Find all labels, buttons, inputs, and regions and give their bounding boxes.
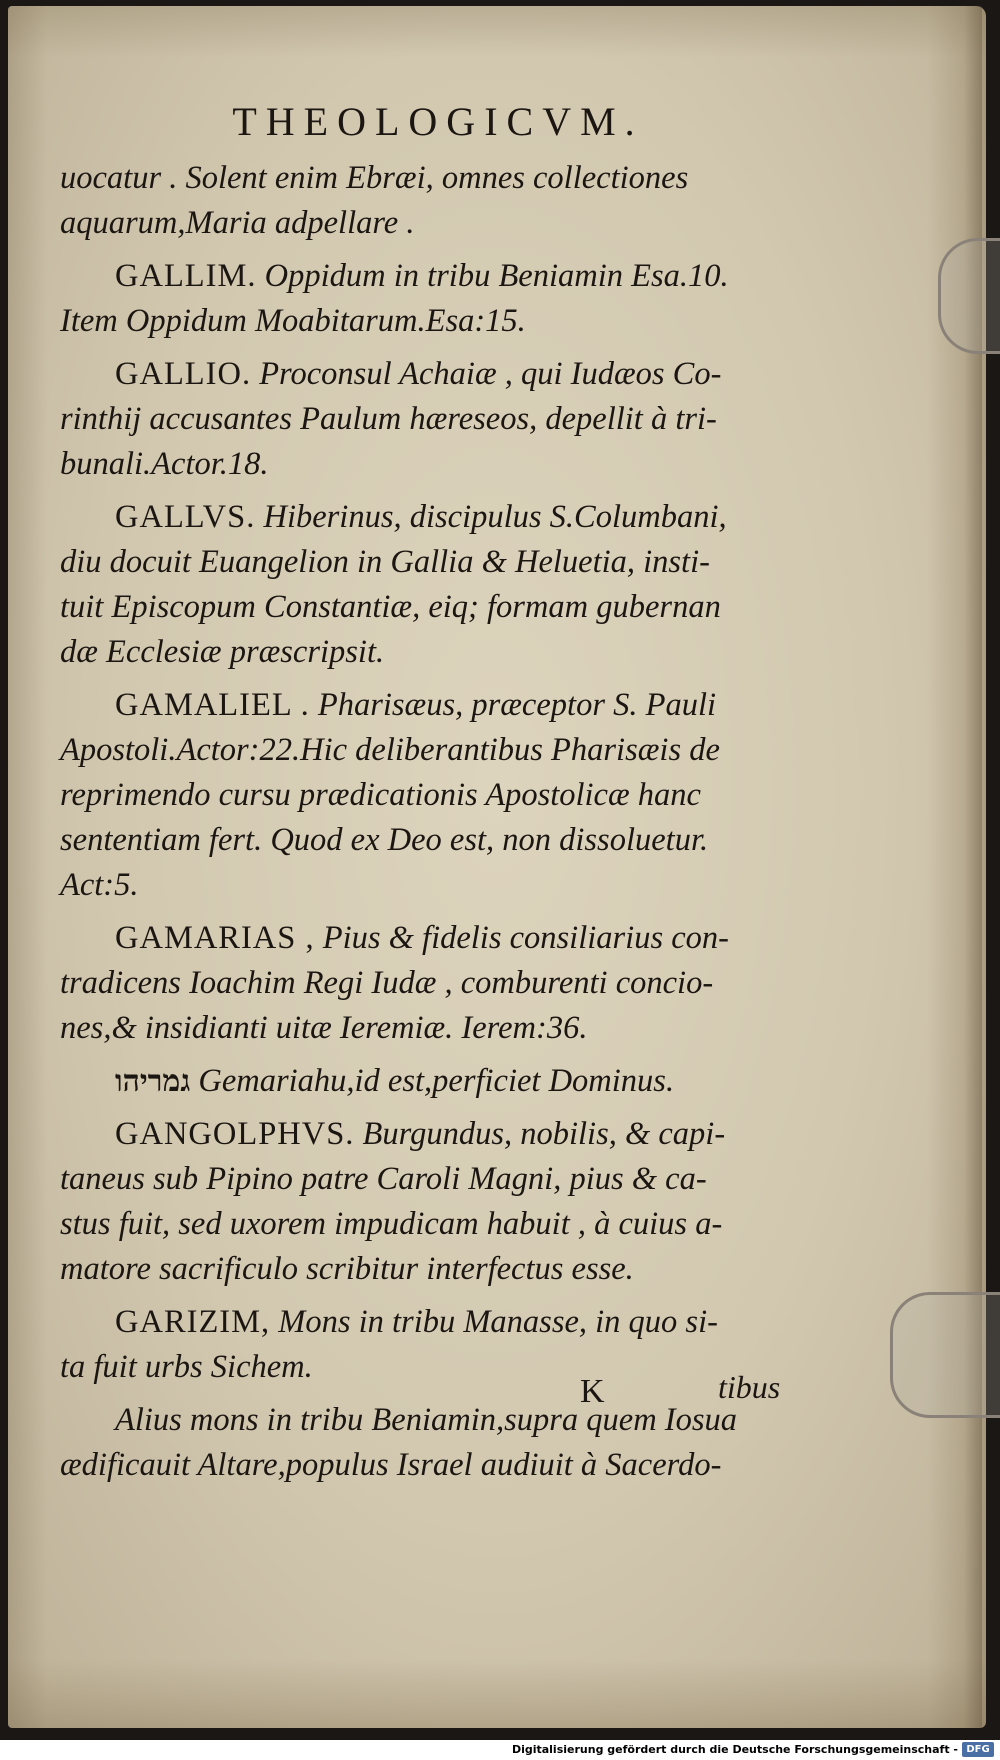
line-text: Gemariahu,id est,perficiet Dominus.: [190, 1063, 675, 1099]
entry-term: GALLIO.: [115, 356, 252, 392]
text-line: [60, 1059, 820, 1104]
line-text: matore sacrificulo scribitur interfectus esse.: [60, 1251, 634, 1287]
page-clip-bottom: [890, 1292, 1000, 1418]
running-head: THEOLOGICVM.: [232, 99, 644, 144]
catchword: tibus: [718, 1369, 781, 1405]
digitization-footer: [0, 1740, 1000, 1760]
text-line: [60, 201, 820, 246]
line-text: ta fuit urbs Sichem.: [60, 1349, 313, 1385]
text-line: [60, 1398, 820, 1443]
text-line: [60, 397, 820, 442]
entry-term: GALLVS.: [115, 499, 256, 535]
line-text: reprimendo cursu prædicationis Apostolicæ hanc: [60, 777, 701, 813]
text-line: [60, 495, 820, 540]
entry-term: GAMALIEL .: [115, 687, 310, 723]
text-line: [60, 254, 820, 299]
text-line: [60, 1345, 820, 1390]
line-text: Pius & fidelis consiliarius con-: [314, 920, 729, 956]
text-line: [60, 863, 820, 908]
line-text: taneus sub Pipino patre Caroli Magni, pius & ca-: [60, 1161, 707, 1197]
entry-term: GAMARIAS ,: [115, 920, 315, 956]
text-line: [60, 683, 820, 728]
text-line: [60, 630, 820, 675]
text-line: [60, 773, 820, 818]
line-text: Item Oppidum Moabitarum.Esa:15.: [60, 303, 526, 339]
text-line: [60, 1202, 820, 1247]
text-line: [60, 728, 820, 773]
line-text: uocatur . Solent enim Ebræi, omnes collectiones: [60, 160, 689, 196]
line-text: Alius mons in tribu Beniamin,supra quem Iosua: [115, 1402, 738, 1438]
text-line: [60, 1300, 820, 1345]
entry-term: GARIZIM,: [115, 1304, 271, 1340]
text-line: [60, 299, 820, 344]
line-text: Pharisæus, præceptor S. Pauli: [309, 687, 717, 723]
line-text: bunali.Actor.18.: [60, 446, 269, 482]
line-text: ædificauit Altare,populus Israel audiuit à Sacerdo-: [60, 1447, 722, 1483]
entry-term: GANGOLPHVS.: [115, 1116, 355, 1152]
entry-term: GALLIM.: [115, 258, 257, 294]
page-clip-top: [938, 238, 1000, 354]
text-line: [60, 442, 820, 487]
text-line: [60, 818, 820, 863]
line-text: diu docuit Euangelion in Gallia & Heluetia, insti-: [60, 544, 710, 580]
signature-mark: K: [580, 1373, 605, 1410]
text-line: [60, 916, 820, 961]
line-text: nes,& insidianti uitæ Ieremiæ. Ierem:36.: [60, 1010, 588, 1046]
line-text: Act:5.: [60, 867, 139, 903]
line-text: rinthij accusantes Paulum hæreseos, depellit à tri-: [60, 401, 717, 437]
line-text: Hiberinus, discipulus S.Columbani,: [255, 499, 727, 535]
line-text: tuit Episcopum Constantiæ, eiq; formam gubernan: [60, 589, 721, 625]
text-line: [60, 1112, 820, 1157]
text-line: [60, 961, 820, 1006]
text-line: [60, 585, 820, 630]
line-text: Proconsul Achaiæ , qui Iudæos Co-: [251, 356, 722, 392]
text-line: [60, 540, 820, 585]
text-line: [60, 1006, 820, 1051]
dfg-logo: DFG: [962, 1742, 994, 1757]
line-text: dæ Ecclesiæ præscripsit.: [60, 634, 385, 670]
text-line: [60, 1157, 820, 1202]
hebrew-word: גמריהו: [115, 1064, 191, 1099]
text-line: [60, 1443, 820, 1488]
text-line: [60, 156, 820, 201]
text-line: [60, 352, 820, 397]
line-text: tradicens Ioachim Regi Iudæ , comburenti concio-: [60, 965, 714, 1001]
book-page: [8, 6, 986, 1728]
line-text: aquarum,Maria adpellare .: [60, 205, 415, 241]
line-text: Apostoli.Actor:22.Hic deliberantibus Pharisæis de: [60, 732, 720, 768]
line-text: sententiam fert. Quod ex Deo est, non dissoluetur.: [60, 822, 709, 858]
line-text: stus fuit, sed uxorem impudicam habuit , à cuius a-: [60, 1206, 723, 1242]
text-line: [60, 1247, 820, 1292]
line-text: Oppidum in tribu Beniamin Esa.10.: [256, 258, 729, 294]
line-text: Burgundus, nobilis, & capi-: [354, 1116, 726, 1152]
line-text: Mons in tribu Manasse, in quo si-: [270, 1304, 718, 1340]
funding-credit: Digitalisierung gefördert durch die Deutsche Forschungsgemeinschaft -: [511, 1743, 958, 1756]
body-text: [60, 156, 820, 1488]
